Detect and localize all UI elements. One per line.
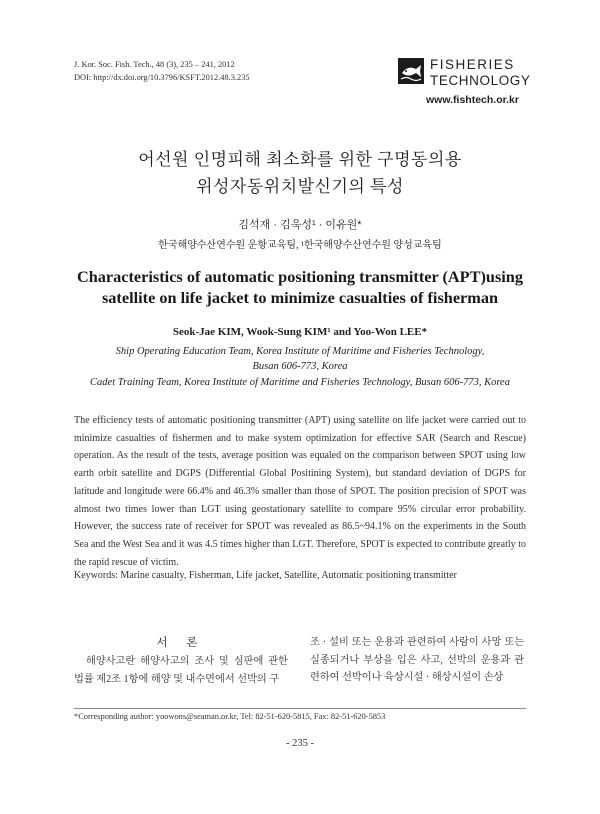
- journal-logo: [398, 54, 538, 106]
- journal-url: www.fishtech.or.kr: [426, 94, 519, 106]
- body-left-column: 해양사고란 해양사고의 조사 및 심판에 관한 법률 제2조 1항에 해양 및 내수면에서 선박의 구: [74, 656, 288, 685]
- english-affiliation-1-line-1: Ship Operating Education Team, Korea Institute of Maritime and Fisheries Technology,: [115, 346, 485, 357]
- english-affiliation-2: Cadet Training Team, Korea Institute of Maritime and Fisheries Technology, Busan 606-773, Korea: [90, 377, 510, 388]
- logo-text-technology: TECHNOLOGY: [430, 73, 531, 88]
- logo-text-fisheries: FISHERIES: [430, 57, 515, 72]
- page-number: - 235 -: [286, 738, 314, 749]
- korean-title-line-2: 위성자동위치발신기의 특성: [196, 177, 404, 196]
- fish-logo-icon: [398, 58, 424, 84]
- journal-reference: [74, 58, 250, 84]
- korean-authors: 김석재 · 김욱성¹ · 이유원*: [238, 219, 362, 231]
- corresponding-author-footnote: *Corresponding author: yoowons@seaman.or.kr, Tel: 82-51-620-5815, Fax: 82-51-620-5853: [74, 712, 386, 721]
- body-right-column: 조 · 설비 또는 운용과 관련하여 사람이 사망 또는 실종되거나 부상을 입은 사고, 선박의 운용과 관련하여 선박이나 육상시설 · 해상시설이 손상: [310, 637, 524, 683]
- korean-title-line-1: 어선원 인명피해 최소화를 위한 구명동의용: [138, 150, 462, 169]
- section-heading-introduction: 서 론: [156, 637, 206, 649]
- keywords: Keywords: Marine casualty, Fisherman, Life jacket, Satellite, Automatic positioning transmitter: [74, 570, 457, 581]
- journal-citation: J. Kor. Soc. Fish. Tech., 48 (3), 235 – 241, 2012: [74, 60, 235, 69]
- korean-affiliations: 한국해양수산연수원 운항교육팀, ¹한국해양수산연수원 양성교육팀: [158, 240, 442, 251]
- doi-line: DOI: http://dx.doi.org/10.3796/KSFT.2012.48.3.235: [74, 73, 250, 82]
- abstract: The efficiency tests of automatic positioning transmitter (APT) using satellite on life jacket were carried out to minimize casualties of fishermen and to make system optimization for effective SAR (Search and Rescue) operation. As the result of the tests, average position was equaled on the comparison between SPOT using low earth orbit satellite and DGPS (Differential Global Positining System), but standard deviation of DGPS for latitude and longitude were 66.4% and 46.3% smaller than those of SPOT. The position precision of SPOT was almost two times lower than LGT using geostationary satellite to compare 95% circular error probability. However, the success rate of receiver for SPOT was revealed as 86.5~94.1% on the experiments in the South Sea and the West Sea and it was 4.5 times higher than LGT. Therefore, SPOT is expected to contribute greatly to the rapid rescue of victim.: [74, 415, 526, 568]
- english-authors: Seok-Jae KIM, Wook-Sung KIM¹ and Yoo-Won LEE*: [172, 326, 428, 338]
- english-title-line-2: satellite on life jacket to minimize casualties of fisherman: [101, 288, 499, 307]
- english-title-line-1: Characteristics of automatic positioning transmitter (APT)using: [76, 267, 524, 286]
- footnote-divider: [74, 708, 526, 709]
- english-affiliation-1-line-2: Busan 606-773, Korea: [252, 361, 348, 372]
